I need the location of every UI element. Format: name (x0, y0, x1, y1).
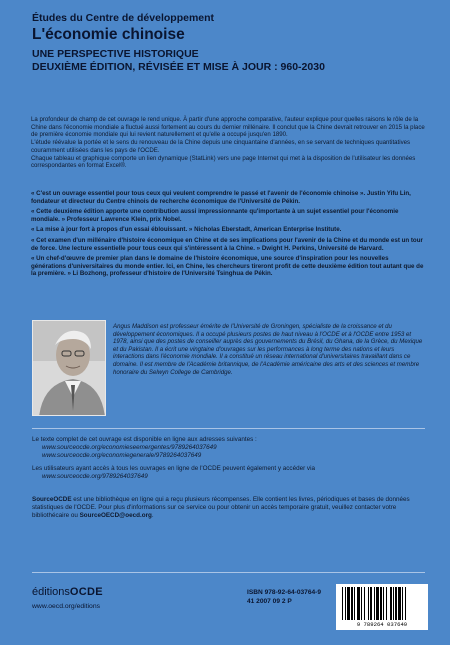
online-access (32, 436, 425, 481)
barcode-bar (405, 587, 406, 620)
sourceocde-end: . (151, 511, 154, 519)
divider (32, 428, 425, 429)
barcode-bar (386, 587, 387, 620)
barcode-bar (374, 587, 375, 620)
barcode-bar (390, 587, 392, 620)
barcode-bar (380, 587, 382, 620)
review-quote: « Un chef-d'œuvre de premier plan dans le domaine de l'histoire économique, une source d'inspiration pour les nouvelles générations d'universitaires du monde entier. Ici, en Chine, les chercheurs tireront profit de cette deuxième édition tout autant que de la première. » Li Bozhong, professeur d'histoire de l'Université Tsinghua de Pékin. (31, 255, 424, 278)
online-access-text: Les utilisateurs ayant accès à tous les ouvrages en ligne de l'OCDE peuvent également y accéder via (32, 465, 315, 473)
barcode-bar (347, 587, 350, 620)
isbn-block (247, 588, 321, 606)
publisher-logo (32, 586, 103, 598)
barcode-bar (342, 587, 343, 620)
barcode-bar (402, 587, 403, 620)
description (31, 116, 425, 170)
divider (32, 572, 425, 573)
barcode-bar (357, 587, 360, 620)
barcode-bar (361, 587, 362, 620)
barcode-bar (393, 587, 394, 620)
description-paragraph: Chaque tableau et graphique comporte un lien dynamique (StatLink) vers une page Internet qui met à la disposition de l'utilisateur les données correspondantes en format Excel®. (31, 154, 416, 169)
barcode-bar (351, 587, 353, 620)
review-quote: « C'est un ouvrage essentiel pour tous ceux qui veulent comprendre le passé et l'avenir de l'économie chinoise ». Justin Yifu Lin, fondateur et directeur du Centre chinois de recherche économique de l'Université de Pékin. (31, 190, 411, 205)
sourceocde-info (32, 496, 425, 519)
author-bio: Angus Maddison est professeur émérite de l'Université de Groningen, spécialiste de la croissance et du développement économiques. Il a occupé plusieurs postes de haut niveau à l'OCDE et à l'OCDE entre 1953 et 1978, ainsi que des postes de conseiller auprès des gouvernements du Brésil, du Ghana, de la Grèce, du Mexique et du Pakistan. Il a écrit une vingtaine d'ouvrages sur les performances à long terme des nations et leurs interactions dans l'économie mondiale. Il a constitué un réseau international d'universitaires travaillant dans ce domaine. Il est membre de l'Académie britannique, de l'Académie américaine des arts et des sciences et membre honoraire du Selwyn College de Cambridge. (113, 323, 423, 376)
barcode-bar (368, 587, 369, 620)
online-intro: Le texte complet de cet ouvrage est disponible en ligne aux adresses suivantes : (32, 436, 257, 443)
online-url-link[interactable]: www.sourceocde.org/9789264037649 (42, 473, 148, 481)
subtitle-line-2: DEUXIÈME ÉDITION, RÉVISÉE ET MISE À JOUR : 960-2030 (32, 61, 325, 73)
book-subtitle (32, 48, 432, 74)
author-portrait-image (33, 321, 106, 416)
catalog-code: 41 2007 09 2 P (247, 598, 292, 605)
publisher-website-link[interactable]: www.oecd.org/editions (32, 603, 101, 610)
review-quote: « La mise à jour fort à propos d'un essai éblouissant. » Nicholas Eberstadt, American Enterprise Institute. (31, 226, 342, 234)
isbn-number: ISBN 978-92-64-03764-9 (247, 589, 322, 596)
subtitle-line-1: UNE PERSPECTIVE HISTORIQUE (32, 48, 199, 60)
online-url-link[interactable]: www.sourceocde.org/economieseemergentes/9789264037649 (42, 443, 217, 451)
barcode-bar (370, 587, 372, 620)
barcode-bar (376, 587, 379, 620)
review-quotes (31, 190, 425, 281)
description-paragraph: L'étude réévalue la portée et le sens du renouveau de la Chine depuis une cinquantaine d'années, en se servant de techniques quantitatives couramment utilisées dans les pays de l'OCDE. (31, 139, 411, 154)
barcode-digits: 9 789264 037649 (336, 621, 428, 628)
barcode-bars (336, 584, 428, 622)
review-quote: « Cet examen d'un millénaire d'histoire économique en Chine et de ses implications pour l'avenir de la Chine et du monde est un tour de force. Une lecture essentielle pour tous ceux qui s'intéressent à la Chine. » Dwight H. Perkins, Université de Harvard. (31, 236, 423, 252)
book-title: L'économie chinoise (32, 26, 185, 43)
review-quote: « Cette deuxième édition apporte une contribution aussi impressionnante qu'importante à un sujet essentiel pour l'économie mondiale. » Professeur Lawrence Klein, prix Nobel. (31, 208, 399, 223)
series-title: Études du Centre de développement (32, 12, 215, 24)
barcode-bar (364, 587, 365, 620)
description-paragraph: La profondeur de champ de cet ouvrage le rend unique. À partir d'une approche comparative, l'auteur explique pour quelles raisons le rôle de la Chine dans l'économie mondiale a fluctué aussi fortement au cours du dernier millénaire. Il conclut que la Chine devrait retrouver en 2015 la place de première économie mondiale qui lui revient naturellement et qu'elle a occupé jusqu'en 1890. (31, 116, 425, 138)
barcode-bar (345, 587, 346, 620)
author-photo (32, 320, 106, 416)
barcode-bar (354, 587, 355, 620)
online-url-link[interactable]: www.sourceocde.org/economiegenerale/9789264037649 (42, 451, 202, 459)
publisher-brand: OCDE (69, 586, 103, 598)
barcode-bar (398, 587, 401, 620)
barcode-bar (383, 587, 384, 620)
sourceocde-text: est une bibliothèque en ligne qui a reçu plusieurs récompenses. Elle contient les livres, périodiques et bases de données statistiques de l'OCDE. Pour plus d'informations sur ce service ou pour obtenir un accès temporaire gratuit, veuillez contacter votre bibliothécaire ou (32, 496, 410, 519)
sourceocde-email-link[interactable]: SourceOECD@oecd.org (79, 511, 152, 519)
barcode-bar (395, 587, 397, 620)
publisher-prefix: éditions (32, 586, 70, 598)
sourceocde-name: SourceOCDE (32, 496, 72, 503)
